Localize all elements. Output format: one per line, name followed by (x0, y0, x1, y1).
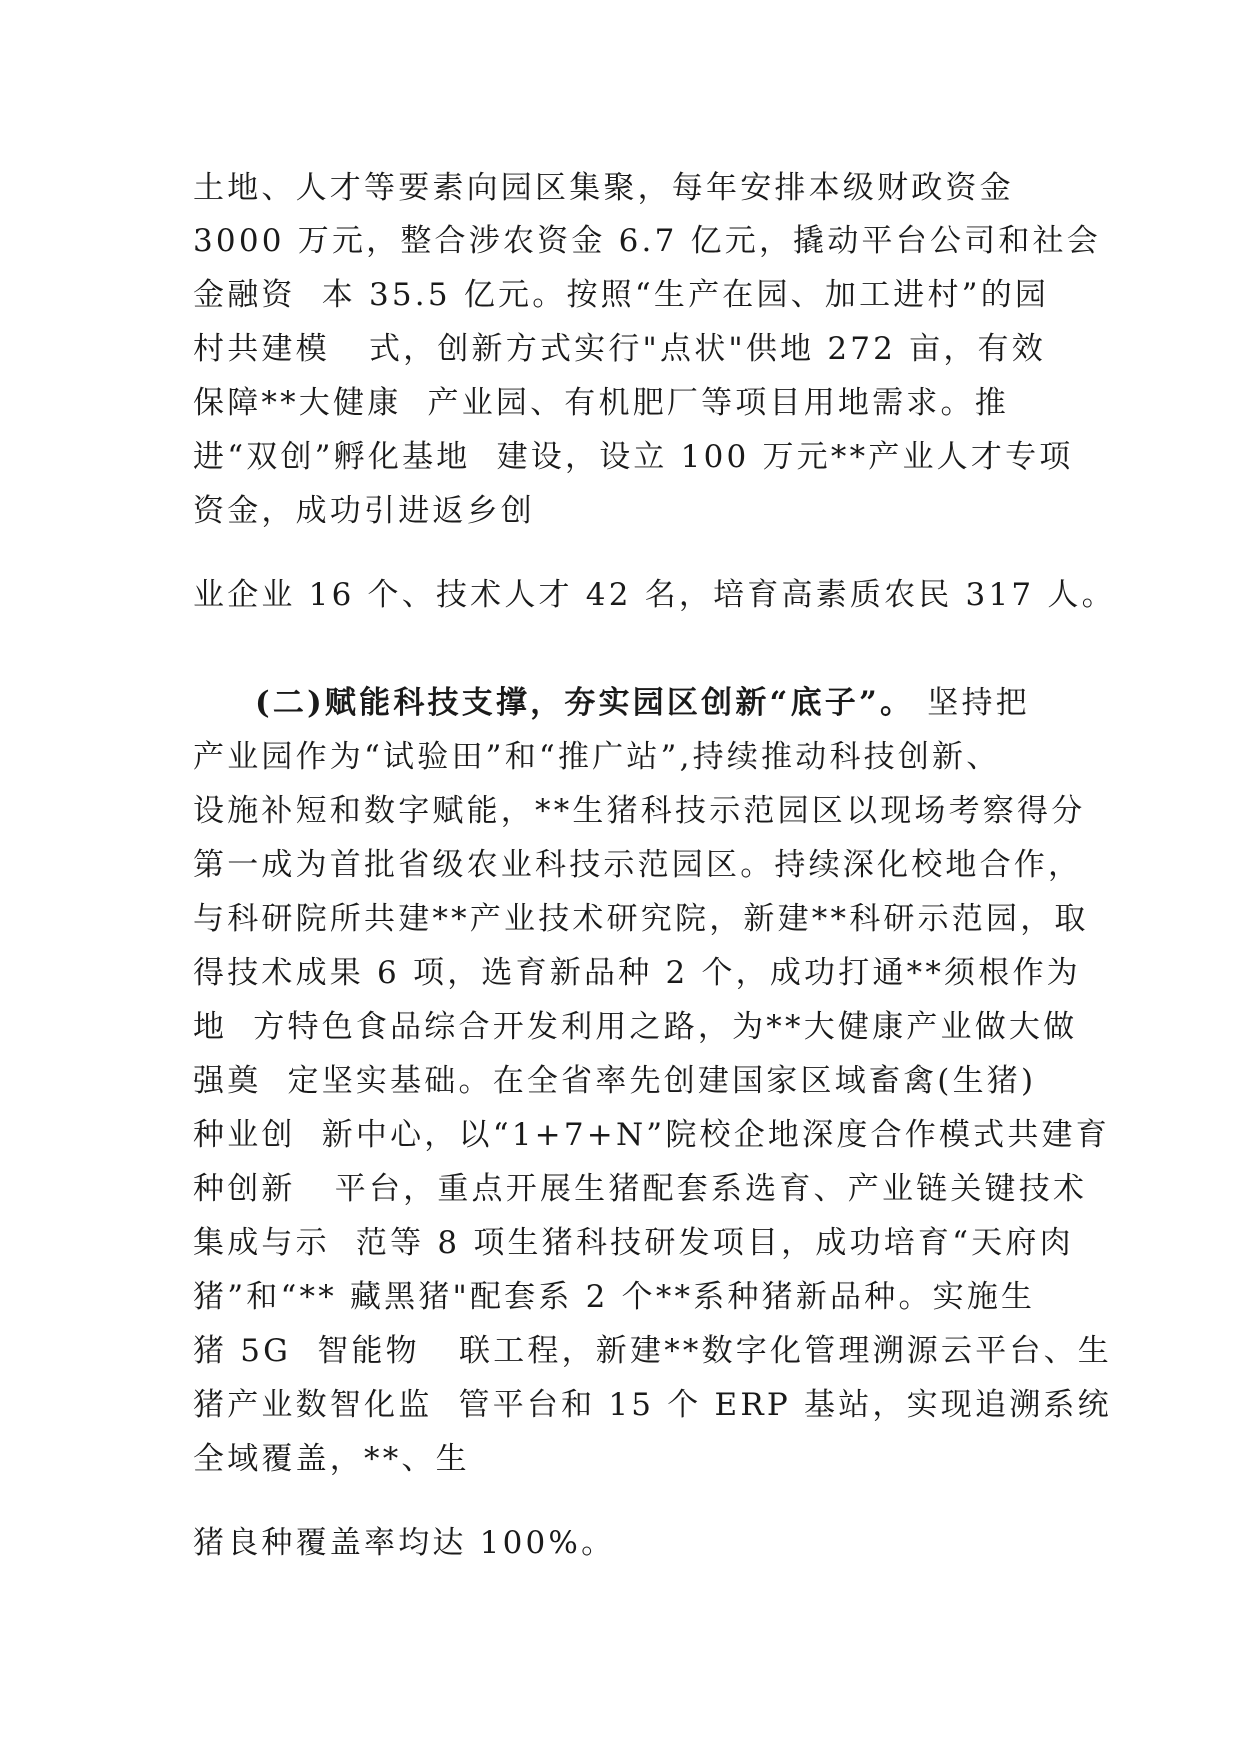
paragraph-1-line-6: 进“双创”孵化基地 建设，设立 100 万元**产业人才专项 (193, 439, 1074, 475)
section-2-line-14: 猪产业数智化监 管平台和 15 个 ERP 基站，实现追溯系统 (193, 1387, 1112, 1423)
section-2-line-12: 猪”和“** 藏黑猪"配套系 2 个**系种猪新品种。实施生 (193, 1279, 1036, 1315)
section-2-line-13: 猪 5G 智能物 联工程，新建**数字化管理溯源云平台、生 (193, 1333, 1113, 1369)
section-2-line-15: 全域覆盖，**、生 (193, 1441, 470, 1477)
paragraph-1-line-5: 保障**大健康 产业园、有机肥厂等项目用地需求。推 (193, 385, 1009, 421)
paragraph-1-line-2: 3000 万元，整合涉农资金 6.7 亿元，撬动平台公司和社会 (193, 223, 1101, 259)
paragraph-1-line-3: 金融资 本 35.5 亿元。按照“生产在园、加工进村”的园 (193, 277, 1050, 313)
section-2-tail: 猪良种覆盖率均达 100%。 (193, 1525, 616, 1561)
paragraph-1-line-7: 资金，成功引进返乡创 (193, 493, 535, 529)
section-2-line-4: 第一成为首批省级农业科技示范园区。持续深化校地合作， (193, 847, 1083, 883)
section-2-line-5: 与科研院所共建**产业技术研究院，新建**科研示范园，取 (193, 901, 1089, 937)
section-2-line-8: 强奠 定坚实基础。在全省率先创建国家区域畜禽(生猪) (193, 1063, 1037, 1099)
paragraph-1-tail: 业企业 16 个、技术人才 42 名，培育高素质农民 317 人。 (193, 577, 1116, 613)
section-2-line-3: 设施补短和数字赋能，**生猪科技示范园区以现场考察得分 (193, 793, 1086, 829)
paragraph-1-line-1: 土地、人才等要素向园区集聚，每年安排本级财政资金 (193, 170, 1014, 206)
section-2-line-9: 种业创 新中心，以“1+7+N”院校企地深度合作模式共建育 (193, 1117, 1110, 1153)
section-2-first-line-rest: 坚持把 (914, 685, 1030, 721)
section-2-line-6: 得技术成果 6 项，选育新品种 2 个，成功打通**须根作为 (193, 955, 1081, 991)
section-2-line-10: 种创新 平台，重点开展生猪配套系选育、产业链关键技术 (193, 1171, 1088, 1207)
section-2-line-2: 产业园作为“试验田”和“推广站”,持续推动科技创新、 (193, 739, 1001, 775)
section-2-heading: (二)赋能科技支撑，夯实园区创新“底子”。 (255, 685, 915, 721)
paragraph-1-line-4: 村共建模 式，创新方式实行"点状"供地 272 亩，有效 (193, 331, 1046, 367)
section-2-line-11: 集成与示 范等 8 项生猪科技研发项目，成功培育“天府肉 (193, 1225, 1074, 1261)
section-2-first-line (255, 683, 1075, 723)
section-2-line-7: 地 方特色食品综合开发利用之路，为**大健康产业做大做 (193, 1009, 1078, 1045)
